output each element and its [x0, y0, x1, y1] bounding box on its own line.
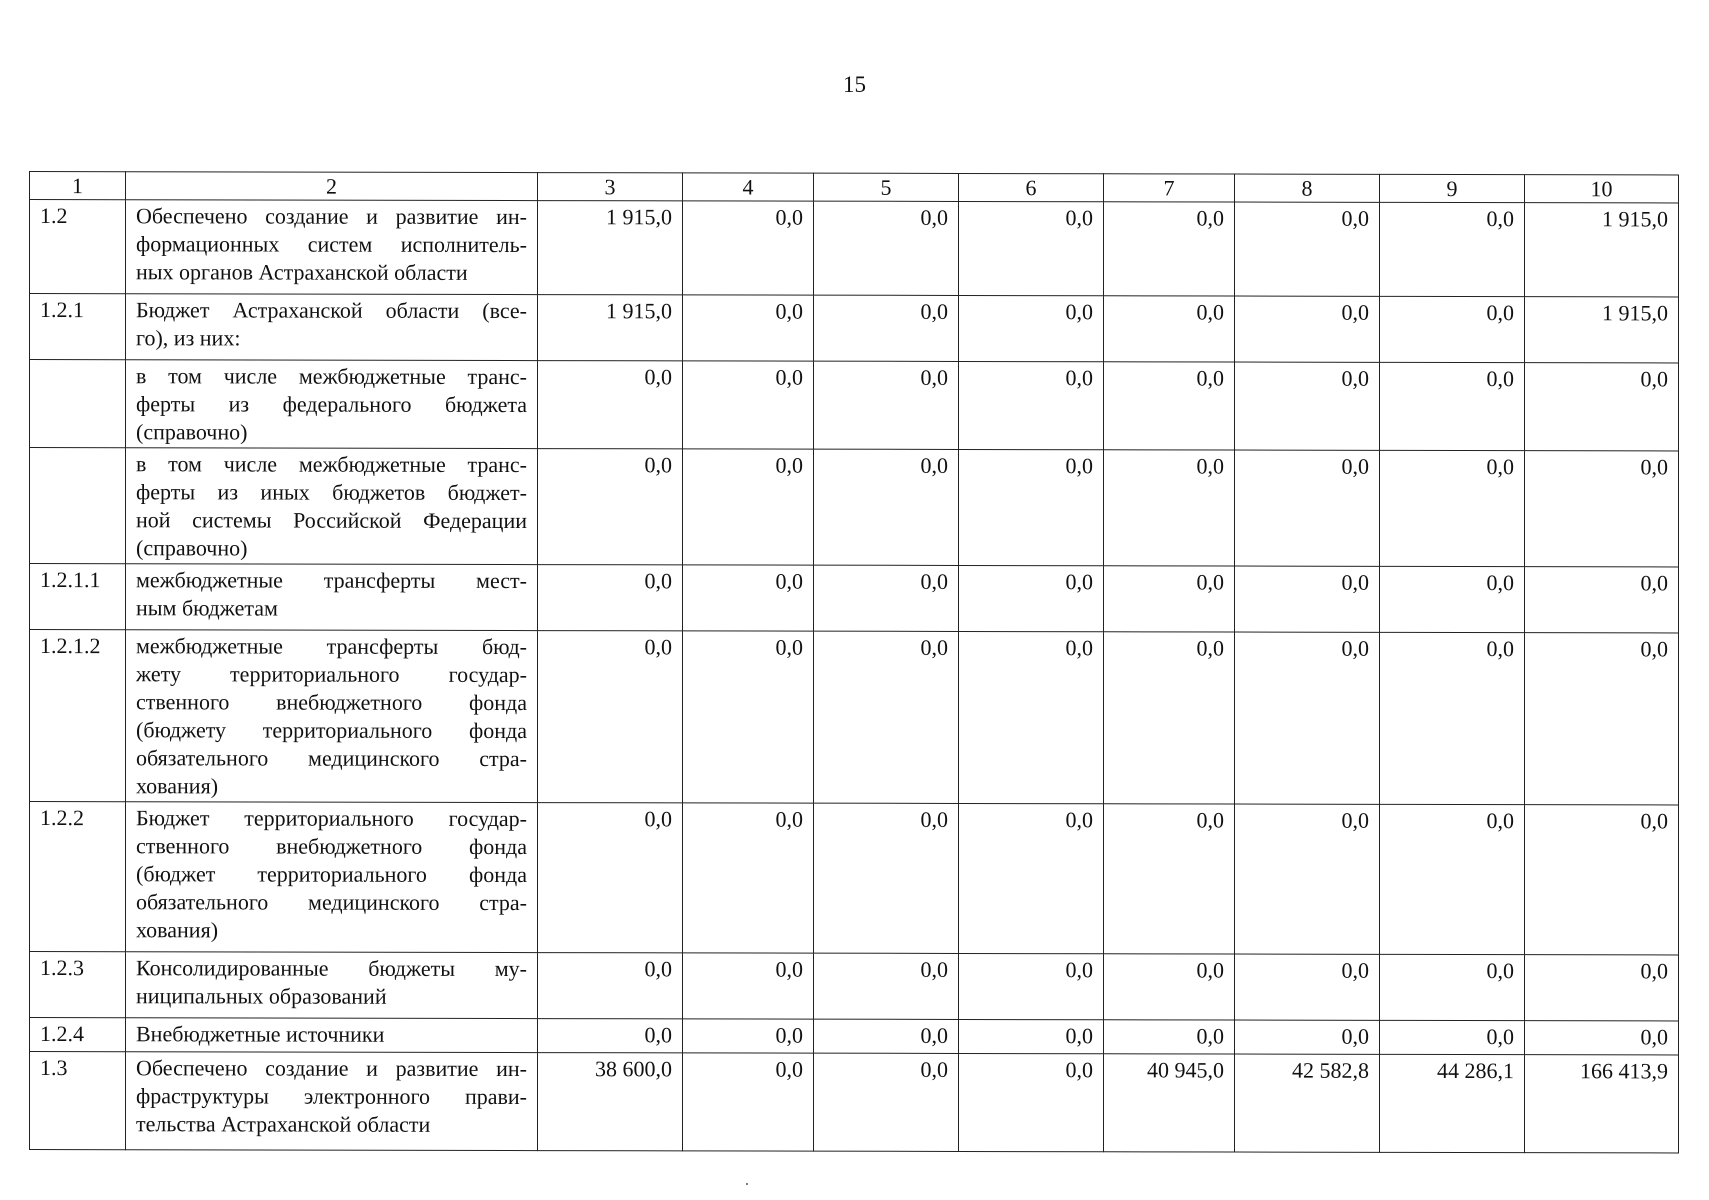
row-description: [126, 1018, 538, 1053]
row-value: 0,0: [814, 361, 959, 449]
description-line: го), из них:: [136, 325, 241, 351]
column-header: 2: [126, 172, 538, 201]
header-row: [30, 172, 1679, 203]
row-value: 0,0: [1525, 633, 1679, 805]
row-code: [30, 360, 126, 448]
column-header: 3: [538, 173, 683, 201]
row-value: 0,0: [1380, 450, 1525, 566]
row-value: 0,0: [959, 953, 1104, 1019]
column-header: 10: [1525, 175, 1679, 203]
row-value: 0,0: [1235, 632, 1380, 804]
row-value: 0,0: [1380, 202, 1525, 296]
row-value: 0,0: [1380, 632, 1525, 804]
description-line: Бюджет территориального государ-: [136, 805, 527, 832]
row-description: [126, 200, 538, 295]
scan-speck: [746, 1183, 748, 1185]
row-value: 0,0: [683, 565, 814, 631]
description-line: Внебюджетные источники: [136, 1021, 385, 1047]
row-value: 0,0: [959, 631, 1104, 803]
row-value: 0,0: [959, 1019, 1104, 1053]
description-line: межбюджетные трансферты бюд-: [136, 633, 527, 660]
row-value: 42 582,8: [1235, 1054, 1380, 1152]
column-header: 8: [1235, 174, 1380, 202]
row-value: 0,0: [1104, 362, 1235, 450]
column-header: 5: [814, 173, 959, 201]
row-value: 0,0: [538, 631, 683, 803]
row-value: 0,0: [683, 803, 814, 953]
row-value: 0,0: [683, 201, 814, 295]
description-line: хования): [136, 917, 219, 943]
row-value: 0,0: [814, 449, 959, 565]
row-value: 0,0: [1104, 296, 1235, 362]
row-value: 0,0: [814, 953, 959, 1019]
description-line: формационных систем исполнитель-: [136, 231, 527, 258]
description-line: фраструктуры электронного прави-: [136, 1083, 527, 1110]
row-value: 1 915,0: [1525, 297, 1679, 363]
description-line: Обеспечено создание и развитие ин-: [136, 203, 527, 230]
row-value: 0,0: [1104, 202, 1235, 296]
row-value: 0,0: [1235, 566, 1380, 632]
row-value: 0,0: [538, 1019, 683, 1053]
row-value: 0,0: [1380, 296, 1525, 362]
column-header: 4: [683, 173, 814, 201]
row-value: 0,0: [538, 565, 683, 631]
description-line: ферты из иных бюджетов бюджет-: [136, 479, 527, 506]
description-line: ных органов Астраханской области: [136, 259, 468, 285]
column-header: 6: [959, 173, 1104, 201]
table-row: [30, 564, 1679, 633]
row-value: 0,0: [683, 295, 814, 361]
row-value: 0,0: [1104, 566, 1235, 632]
row-value: 0,0: [959, 361, 1104, 449]
row-value: 0,0: [959, 803, 1104, 953]
table-row: [30, 802, 1679, 955]
row-description: [126, 952, 538, 1019]
table-row: [30, 200, 1679, 297]
row-value: 0,0: [814, 565, 959, 631]
row-description: [126, 1052, 538, 1151]
row-value: 0,0: [1525, 363, 1679, 451]
description-line: в том числе межбюджетные транс-: [136, 363, 527, 390]
row-value: 0,0: [1525, 805, 1679, 955]
description-line: Обеспечено создание и развитие ин-: [136, 1055, 527, 1082]
row-value: 0,0: [683, 953, 814, 1019]
column-header: 1: [30, 172, 126, 200]
description-line: тельства Астраханской области: [136, 1111, 431, 1137]
row-value: 0,0: [959, 1053, 1104, 1151]
description-line: в том числе межбюджетные транс-: [136, 451, 527, 478]
column-header: 9: [1380, 174, 1525, 202]
description-line: жету территориального государ-: [136, 661, 527, 688]
table-body: [30, 172, 1679, 1153]
row-value: 0,0: [1235, 362, 1380, 450]
description-line: ственного внебюджетного фонда: [136, 689, 527, 716]
row-value: 0,0: [814, 1053, 959, 1151]
row-value: 0,0: [1525, 567, 1679, 633]
table-row: [30, 448, 1679, 567]
row-description: [126, 630, 538, 803]
row-description: [126, 360, 538, 449]
row-value: 0,0: [1380, 1020, 1525, 1054]
row-value: 0,0: [683, 361, 814, 449]
table-row: [30, 1018, 1679, 1055]
row-description: [126, 448, 538, 565]
row-code: [30, 448, 126, 564]
description-line: обязательного медицинского стра-: [136, 745, 527, 772]
row-value: 0,0: [959, 295, 1104, 361]
row-value: 0,0: [814, 631, 959, 803]
description-line: (бюджету территориального фонда: [136, 717, 527, 744]
row-value: 0,0: [1235, 450, 1380, 566]
row-value: 0,0: [1104, 804, 1235, 954]
row-description: [126, 294, 538, 361]
row-value: 0,0: [814, 1019, 959, 1053]
row-value: 0,0: [538, 803, 683, 953]
row-value: 0,0: [1235, 1020, 1380, 1054]
row-value: 0,0: [538, 449, 683, 565]
row-value: 0,0: [1380, 362, 1525, 450]
row-value: 0,0: [1104, 954, 1235, 1020]
description-line: обязательного медицинского стра-: [136, 889, 527, 916]
row-code: 1.2.3: [30, 952, 126, 1018]
description-line: ниципальных образований: [136, 983, 387, 1009]
description-line: ферты из федерального бюджета: [136, 391, 527, 418]
table-row: [30, 952, 1679, 1021]
row-value: 166 413,9: [1525, 1055, 1679, 1153]
row-value: 40 945,0: [1104, 1054, 1235, 1152]
row-value: 0,0: [683, 1019, 814, 1053]
column-header: 7: [1104, 174, 1235, 202]
page-number: 15: [843, 72, 866, 97]
budget-table: [29, 171, 1679, 1153]
row-value: 0,0: [1380, 954, 1525, 1020]
row-value: 44 286,1: [1380, 1054, 1525, 1152]
row-code: 1.2.4: [30, 1018, 126, 1052]
row-value: 0,0: [1235, 804, 1380, 954]
table-row: [30, 360, 1679, 451]
row-description: [126, 802, 538, 953]
description-line: (справочно): [136, 419, 248, 445]
row-value: 0,0: [814, 295, 959, 361]
row-code: 1.2.1.1: [30, 564, 126, 630]
row-code: 1.2.2: [30, 802, 126, 952]
table-row: [30, 294, 1679, 363]
row-value: 0,0: [538, 953, 683, 1019]
description-line: ной системы Российской Федерации: [136, 507, 527, 534]
row-value: 0,0: [959, 565, 1104, 631]
row-value: 1 915,0: [1525, 203, 1679, 297]
row-value: 0,0: [814, 803, 959, 953]
description-line: ственного внебюджетного фонда: [136, 833, 527, 860]
row-value: 38 600,0: [538, 1053, 683, 1151]
row-value: 0,0: [1235, 202, 1380, 296]
row-value: 1 915,0: [538, 295, 683, 361]
row-value: 0,0: [1525, 955, 1679, 1021]
row-value: 0,0: [1104, 632, 1235, 804]
row-value: 0,0: [959, 449, 1104, 565]
row-value: 0,0: [538, 361, 683, 449]
row-value: 0,0: [1380, 804, 1525, 954]
row-code: 1.2.1: [30, 294, 126, 360]
row-value: 0,0: [814, 201, 959, 295]
row-value: 0,0: [1525, 1021, 1679, 1055]
table-row: [30, 1052, 1679, 1153]
description-line: (справочно): [136, 535, 248, 561]
row-value: 1 915,0: [538, 201, 683, 295]
row-value: 0,0: [683, 631, 814, 803]
description-line: Бюджет Астраханской области (все-: [136, 297, 527, 324]
row-value: 0,0: [1380, 566, 1525, 632]
row-value: 0,0: [683, 1053, 814, 1151]
row-code: 1.2: [30, 200, 126, 294]
description-line: Консолидированные бюджеты му-: [136, 955, 527, 982]
row-code: 1.3: [30, 1052, 126, 1150]
row-value: 0,0: [683, 449, 814, 565]
row-value: 0,0: [1235, 296, 1380, 362]
description-line: ным бюджетам: [136, 595, 278, 621]
row-value: 0,0: [1104, 450, 1235, 566]
row-value: 0,0: [959, 201, 1104, 295]
row-code: 1.2.1.2: [30, 630, 126, 802]
table-row: [30, 630, 1679, 805]
description-line: (бюджет территориального фонда: [136, 861, 527, 888]
row-description: [126, 564, 538, 631]
row-value: 0,0: [1525, 451, 1679, 567]
row-value: 0,0: [1235, 954, 1380, 1020]
description-line: хования): [136, 773, 219, 799]
description-line: межбюджетные трансферты мест-: [136, 567, 527, 594]
row-value: 0,0: [1104, 1020, 1235, 1054]
